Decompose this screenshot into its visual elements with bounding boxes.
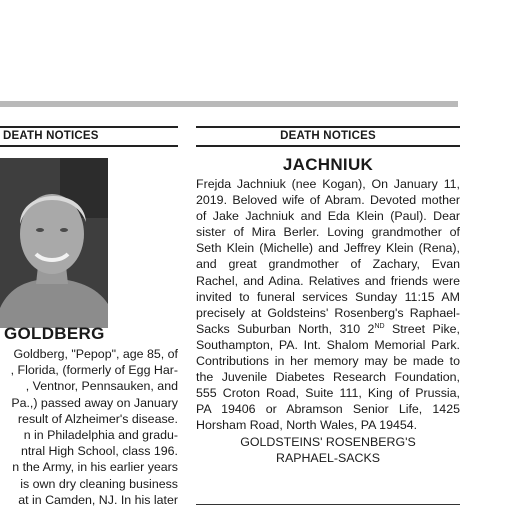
- funeral-home-signature-line-1: GOLDSTEINS' ROSENBERG'S: [240, 434, 416, 449]
- left-body-line: , Ventnor, Pennsauken, and: [25, 379, 178, 394]
- top-divider-rule: [0, 101, 458, 107]
- left-section-header: DEATH NOTICES: [0, 126, 178, 147]
- left-decedent-name: GOLDBERG: [4, 324, 105, 343]
- left-body-line: at in Camden, NJ. In his later: [18, 492, 178, 507]
- right-decedent-name: JACHNIUK: [282, 155, 374, 174]
- left-body-line: Pa.,) passed away on January: [11, 395, 178, 410]
- left-body-line: , Florida, (formerly of Egg Har-: [10, 363, 178, 378]
- left-body-line: ntral High School, class 196.: [20, 444, 178, 459]
- left-body-line: result of Alzheimer's disease.: [17, 411, 178, 426]
- body-text-part-1: Frejda Jachniuk (nee Kogan), On January 11, 2019. Beloved wife of Abram. Devoted mother of Jake Jachniuk and Eda Klein (Paul). Dear sister of Mira Berler. Loving grandmother of Seth Klein (Michelle) and Jeffrey Klein (Rena), and great grandmother of Zachary, Evan Rachel, and Adina. Relatives and friends were invited to funeral services Sunday 11:15 AM precisely at Goldsteins' Rosenberg's Raphael-Sacks Suburban North, 310 2: [196, 177, 460, 336]
- portrait-illustration: [0, 158, 108, 328]
- left-body-line: n in Philadelphia and gradu-: [23, 428, 178, 443]
- left-body-line: Goldberg, "Pepop", age 85, of: [13, 347, 178, 361]
- right-notice-column: [196, 126, 460, 512]
- ordinal-superscript: ND: [374, 322, 385, 330]
- left-body-line: n the Army, in his earlier years: [12, 460, 178, 475]
- funeral-home-signature-line-2: RAPHAEL-SACKS: [276, 450, 380, 465]
- left-notice-column: [0, 126, 178, 512]
- body-text-part-2: Street Pike, Southampton, PA. Int. Shalom Memorial Park. Contributions in her memory may be made to the Juvenile Diabetes Research Foundation, 555 Croton Road, Suite 111, King of Prussia, PA 19406 or Abramson Senior Life, 1425 Horsham Road, North Wales, PA 19454.: [196, 321, 460, 433]
- right-notice-body: [196, 176, 460, 434]
- portrait-photo: [0, 158, 108, 328]
- left-notice-body: [0, 346, 178, 508]
- bottom-divider-rule: [196, 504, 460, 505]
- left-body-line: is own dry cleaning business: [20, 476, 178, 491]
- right-section-header: DEATH NOTICES: [196, 126, 460, 147]
